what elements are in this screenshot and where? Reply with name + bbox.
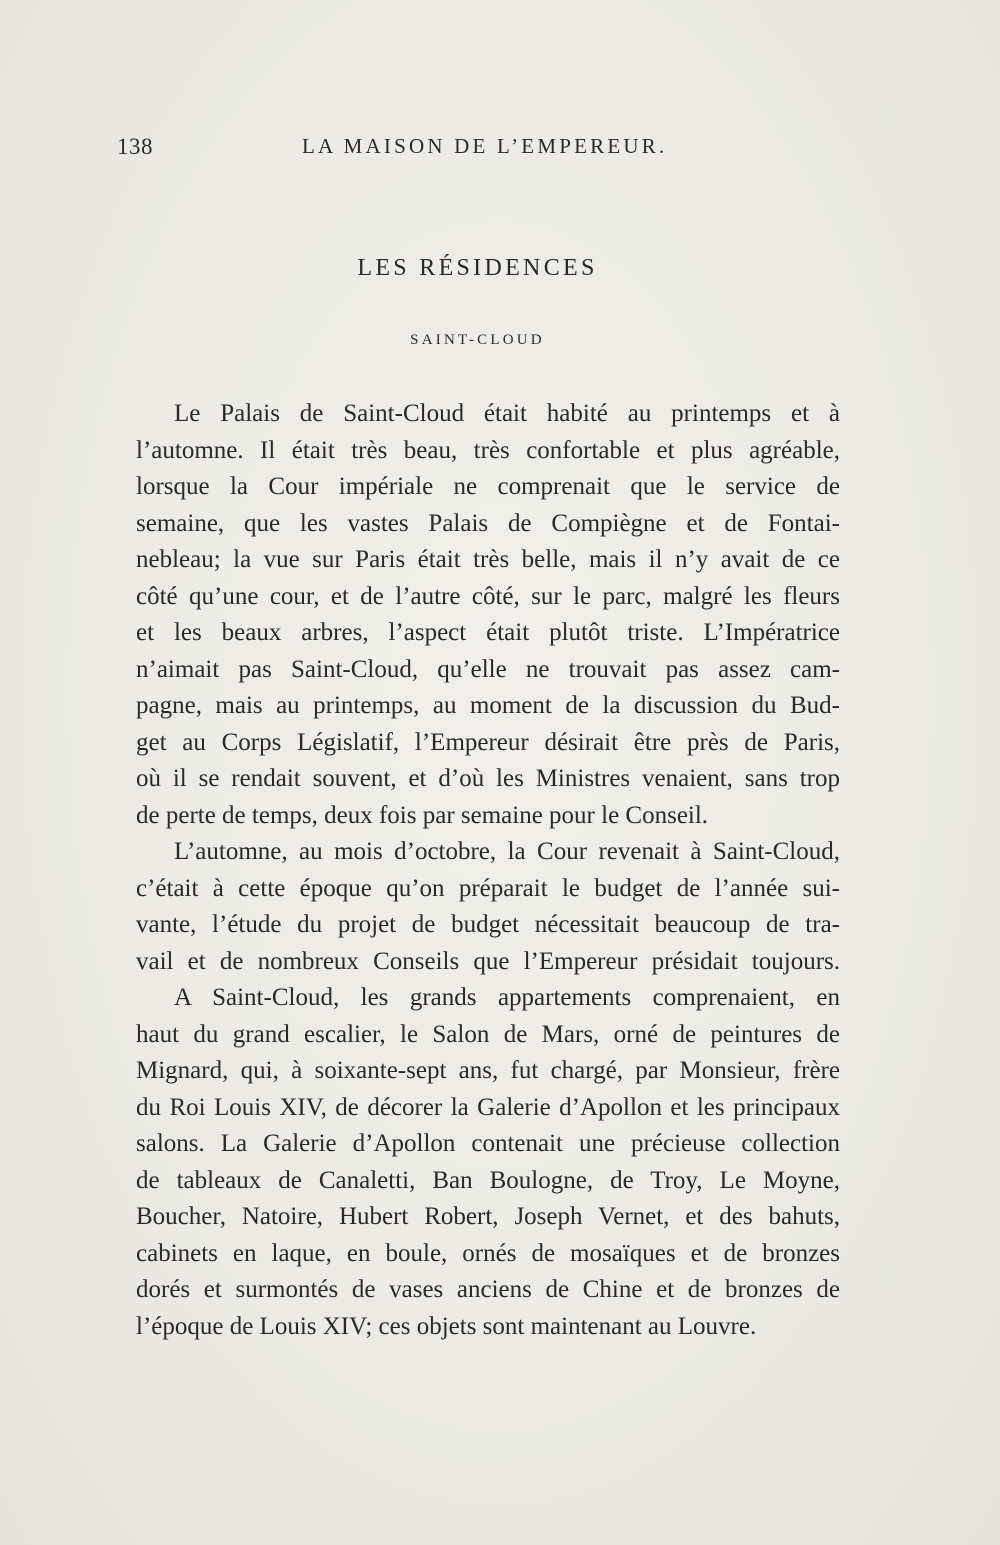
text-line: salons. La Galerie d’Apollon contenait une précieuse collection bbox=[136, 1130, 840, 1157]
text-line: cabinets en laque, en boule, ornés de mosaïques et de bronzes bbox=[136, 1239, 840, 1267]
text-line: dorés et surmontés de vases anciens de Chine et de bronzes de bbox=[136, 1276, 840, 1303]
running-title: LA MAISON DE L’EMPEREUR. bbox=[302, 134, 668, 158]
text-line: l’automne. Il était très beau, très confortable et plus agréable, bbox=[136, 436, 840, 464]
text-line: semaine, que les vastes Palais de Compiègne et de Fontai- bbox=[136, 509, 840, 537]
text-line: L’automne, au mois d’octobre, la Cour revenait à Saint-Cloud, bbox=[174, 838, 840, 865]
text-line: où il se rendait souvent, et d’où les Ministres venaient, sans trop bbox=[136, 765, 840, 792]
section-subtitle: SAINT-CLOUD bbox=[410, 332, 545, 348]
text-line: de tableaux de Canaletti, Ban Boulogne, de Troy, Le Moyne, bbox=[136, 1166, 840, 1194]
text-line: get au Corps Législatif, l’Empereur désirait être près de Paris, bbox=[136, 728, 840, 756]
text-line: et les beaux arbres, l’aspect était plutôt triste. L’Impératrice bbox=[136, 619, 840, 646]
text-line: de perte de temps, deux fois par semaine pour le Conseil. bbox=[136, 801, 709, 829]
text-line: A Saint-Cloud, les grands appartements comprenaient, en bbox=[174, 984, 840, 1011]
text-line: l’époque de Louis XIV; ces objets sont maintenant au Louvre. bbox=[136, 1312, 757, 1340]
text-line: vante, l’étude du projet de budget nécessitait beaucoup de tra- bbox=[136, 911, 840, 938]
text-line: côté qu’une cour, et de l’autre côté, sur le parc, malgré les fleurs bbox=[136, 582, 840, 610]
text-line: nebleau; la vue sur Paris était très belle, mais il n’y avait de ce bbox=[136, 546, 840, 573]
text-line: Boucher, Natoire, Hubert Robert, Joseph Vernet, et des bahuts, bbox=[136, 1203, 840, 1230]
text-line: haut du grand escalier, le Salon de Mars, orné de peintures de bbox=[136, 1020, 840, 1048]
text-line: n’aimait pas Saint-Cloud, qu’elle ne trouvait pas assez cam- bbox=[136, 655, 840, 683]
text-line: Le Palais de Saint-Cloud était habité au printemps et à bbox=[174, 400, 840, 427]
text-line: vail et de nombreux Conseils que l’Empereur présidait toujours. bbox=[136, 947, 840, 975]
running-header bbox=[117, 134, 837, 164]
page-number: 138 bbox=[117, 134, 153, 159]
text-line: Mignard, qui, à soixante-sept ans, fut chargé, par Monsieur, frère bbox=[136, 1057, 840, 1084]
text-line: pagne, mais au printemps, au moment de la discussion du Bud- bbox=[136, 692, 840, 719]
text-line: c’était à cette époque qu’on préparait le budget de l’année sui- bbox=[136, 874, 840, 902]
body-text bbox=[136, 396, 840, 1345]
text-line: du Roi Louis XIV, de décorer la Galerie d’Apollon et les principaux bbox=[136, 1093, 840, 1121]
section-title: LES RÉSIDENCES bbox=[357, 255, 598, 281]
text-line: lorsque la Cour impériale ne comprenait que le service de bbox=[136, 473, 840, 500]
